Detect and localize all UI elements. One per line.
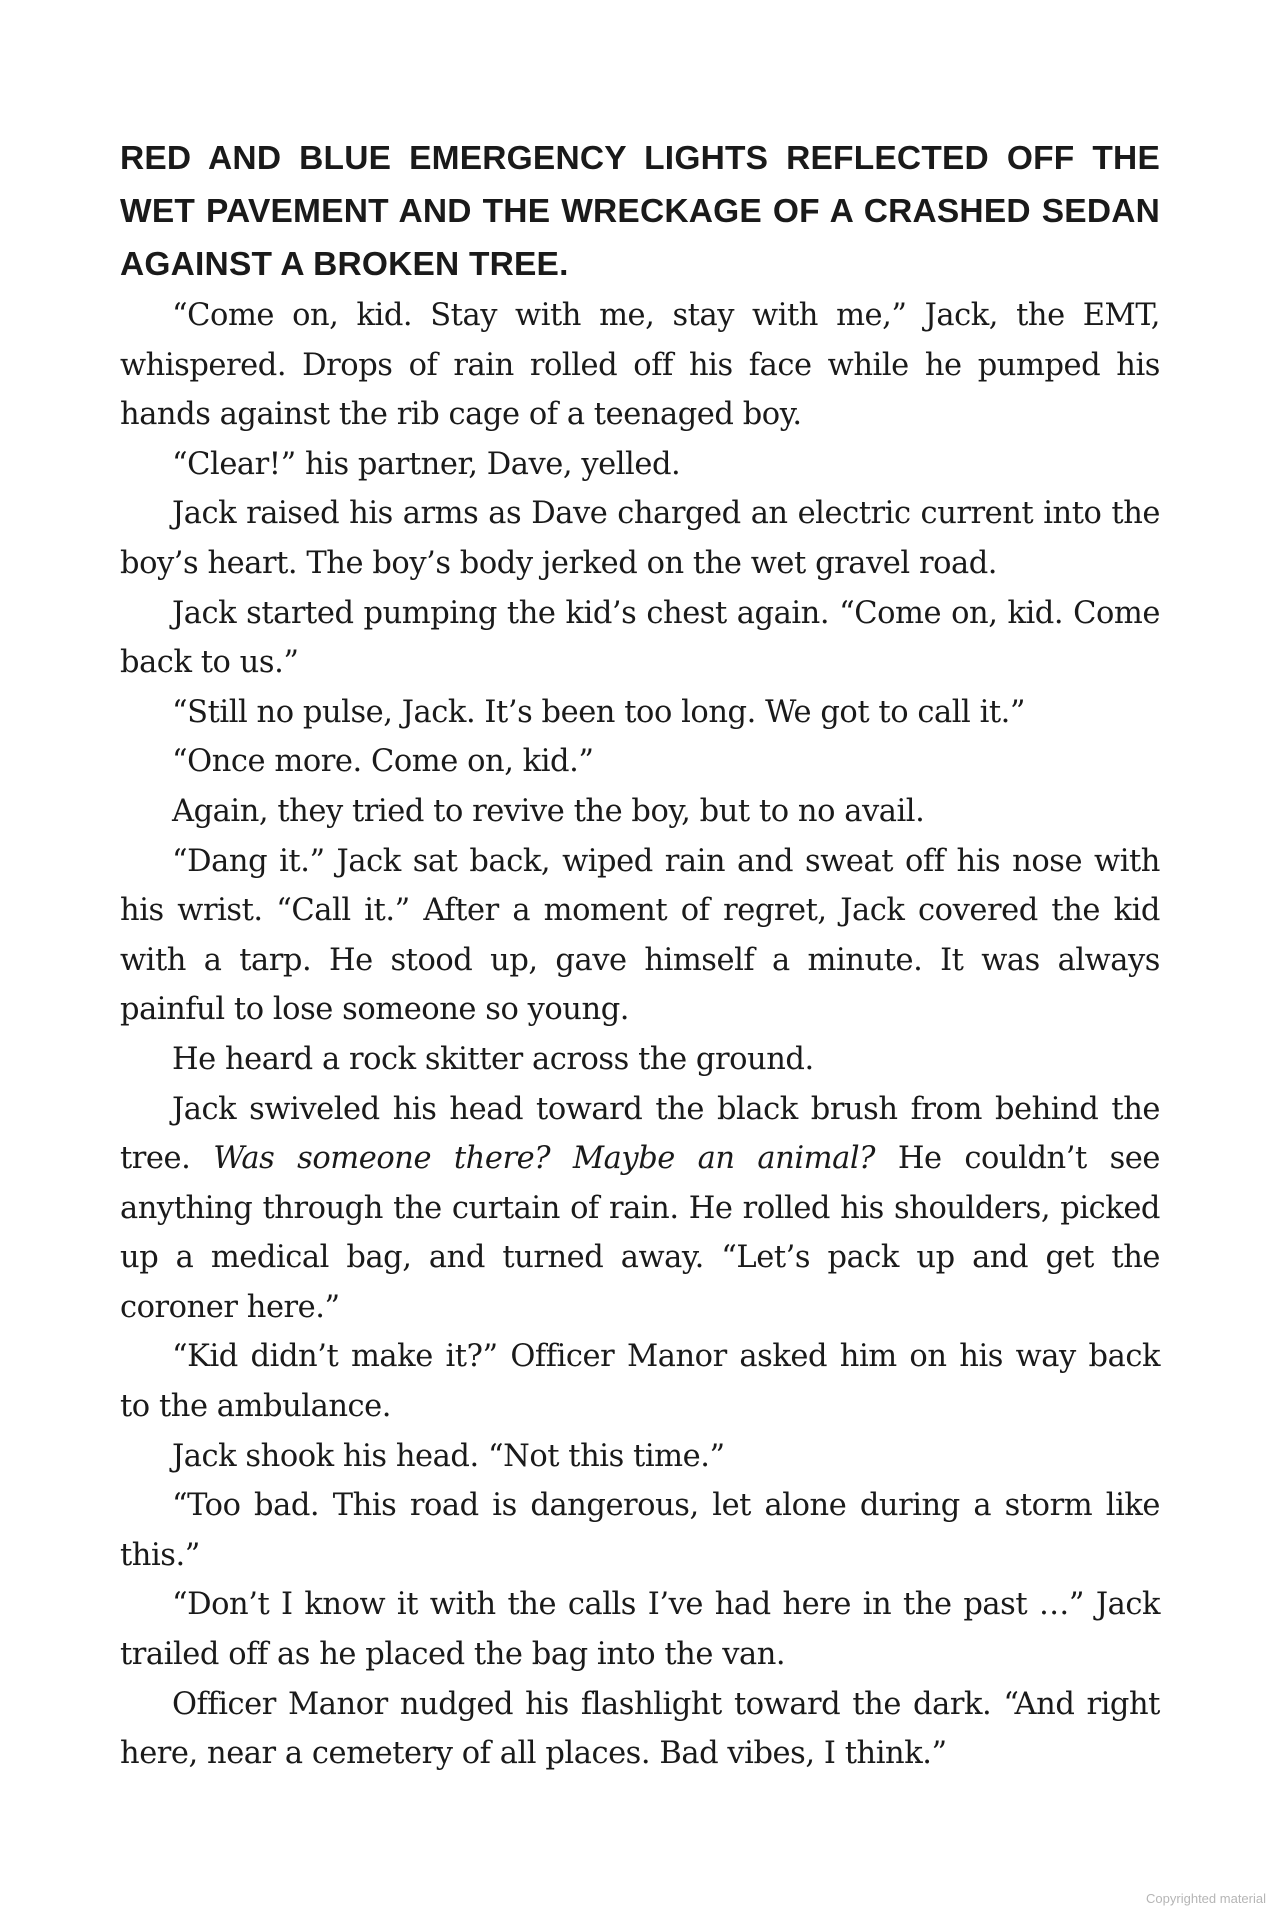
paragraph-15: Officer Manor nudged his flashlight toward the dark. “And right here, near a cemetery of all places. Bad vibes, I think.”: [120, 1686, 1160, 1772]
paragraph-4: Jack started pumping the kid’s chest again. “Come on, kid. Come back to us.”: [120, 595, 1160, 681]
paragraph-1: “Come on, kid. Stay with me, stay with me,” Jack, the EMT, whispered. Drops of rain rolled off his face while he pumped his hands against the rib cage of a teenaged boy.: [120, 298, 1160, 433]
paragraph-3: Jack raised his arms as Dave charged an electric current into the boy’s heart. The boy’s body jerked on the wet gravel road.: [120, 496, 1160, 581]
page-body: [120, 132, 1160, 1779]
paragraph-5: “Still no pulse, Jack. It’s been too long. We got to call it.”: [172, 694, 1026, 730]
paragraph-6: “Once more. Come on, kid.”: [172, 744, 594, 780]
paragraph-10-italic-thought: Was someone there? Maybe an animal?: [213, 1141, 876, 1177]
paragraph-10-end: He couldn’t see anything through the curtain of rain. He rolled his shoulders, picked up a medical bag, and turned away. “Let’s pack up and get the coroner here.”: [120, 1141, 1160, 1325]
paragraph-8: “Dang it.” Jack sat back, wiped rain and sweat off his nose with his wrist. “Call it.” After a moment of regret, Jack covered the kid with a tarp. He stood up, gave himself a minute. It was always painful to lose someone so young.: [120, 843, 1160, 1028]
chapter-opening-heading: RED AND BLUE EMERGENCY LIGHTS REFLECTED OFF THE WET PAVEMENT AND THE WRECKAGE OF A CRASHED SEDAN AGAINST A BROKEN TREE.: [120, 140, 1160, 283]
paragraph-11: “Kid didn’t make it?” Officer Manor asked him on his way back to the ambulance.: [120, 1339, 1160, 1425]
paragraph-10: [120, 1085, 1160, 1333]
paragraph-14: “Don’t I know it with the calls I’ve had here in the past …” Jack trailed off as he placed the bag into the van.: [120, 1587, 1160, 1673]
paragraph-7: Again, they tried to revive the boy, but to no avail.: [172, 793, 925, 829]
paragraph-13: “Too bad. This road is dangerous, let alone during a storm like this.”: [120, 1488, 1160, 1573]
paragraph-10-start: Jack swiveled his head toward the black brush from behind the tree.: [120, 1091, 1160, 1177]
copyright-notice: Copyrighted material: [1146, 1891, 1266, 1906]
paragraph-12: Jack shook his head. “Not this time.”: [172, 1438, 725, 1474]
paragraph-2: “Clear!” his partner, Dave, yelled.: [172, 446, 681, 482]
paragraph-9: He heard a rock skitter across the ground.: [172, 1041, 814, 1077]
